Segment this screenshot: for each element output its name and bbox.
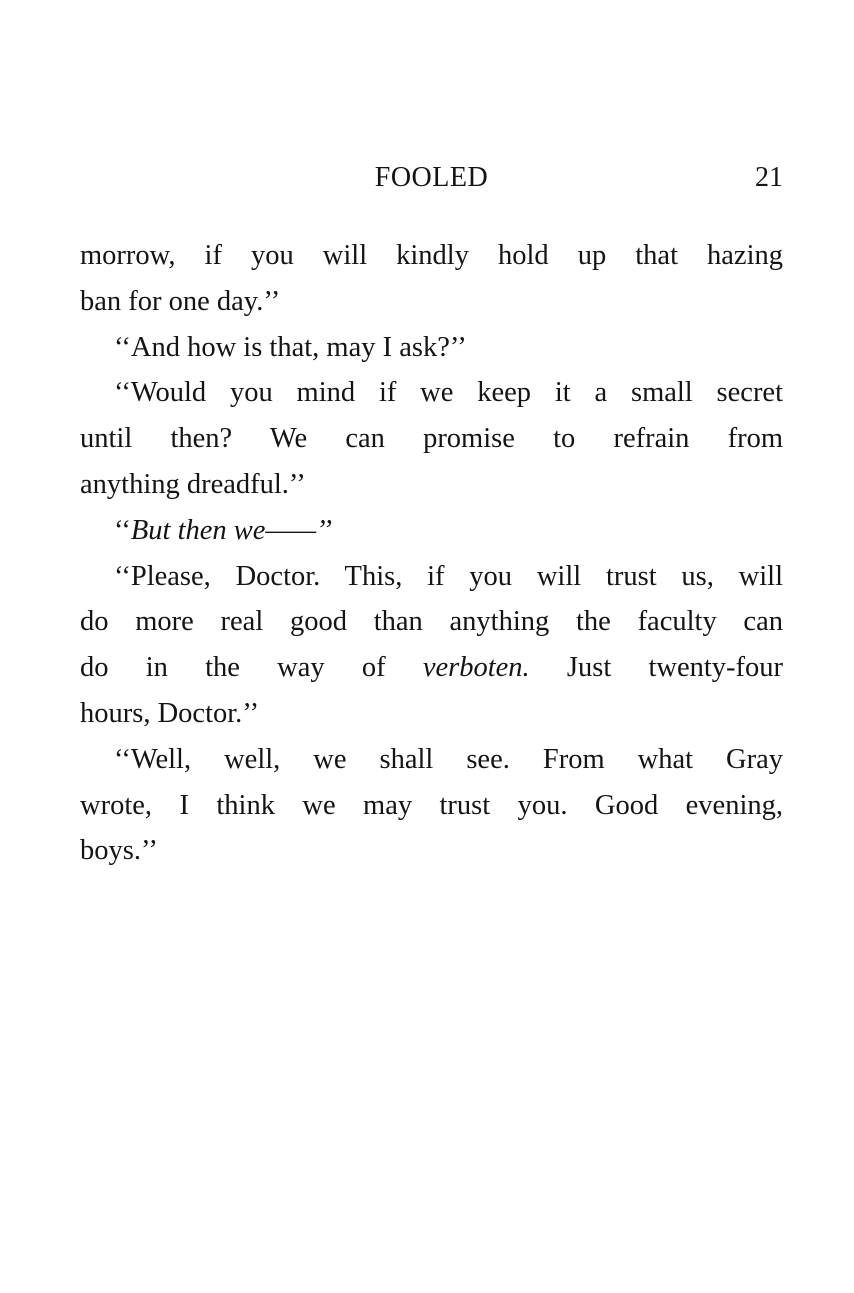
text-line: ‘‘Well, well, we shall see. From what Gray [114, 743, 783, 775]
text-line: ‘‘And how is that, may I ask?’’ [114, 331, 467, 363]
text-line: ban for one day.’’ [80, 285, 281, 317]
text-line: wrote, I think we may trust you. Good evening, [80, 789, 783, 821]
text-line: anything dreadful.’’ [80, 468, 306, 500]
page-number: 21 [755, 162, 783, 193]
text-line: morrow, if you will kindly hold up that hazing [80, 240, 783, 271]
body-text [80, 233, 783, 874]
text-segment: Just twenty-four [529, 652, 784, 684]
italic-word: verboten. [422, 652, 530, 684]
text-line: ‘‘Would you mind if we keep it a small secret [114, 377, 783, 409]
text-line [80, 645, 783, 691]
chapter-title: FOOLED [374, 162, 489, 193]
text-line: until then? We can promise to refrain from [80, 423, 783, 455]
text-line: boys.’’ [80, 835, 158, 867]
text-line: do more real good than anything the faculty can [80, 606, 783, 638]
running-head [80, 158, 783, 198]
text-segment: do in the way of [80, 652, 423, 684]
text-line [80, 508, 783, 554]
text-line: ‘‘Please, Doctor. This, if you will trust us, will [114, 560, 783, 592]
italic-phrase: then we——’’ [170, 514, 332, 546]
text-line: hours, Doctor.’’ [80, 697, 260, 729]
italic-word: But [130, 514, 171, 546]
quote-open: ‘‘ [114, 514, 131, 546]
